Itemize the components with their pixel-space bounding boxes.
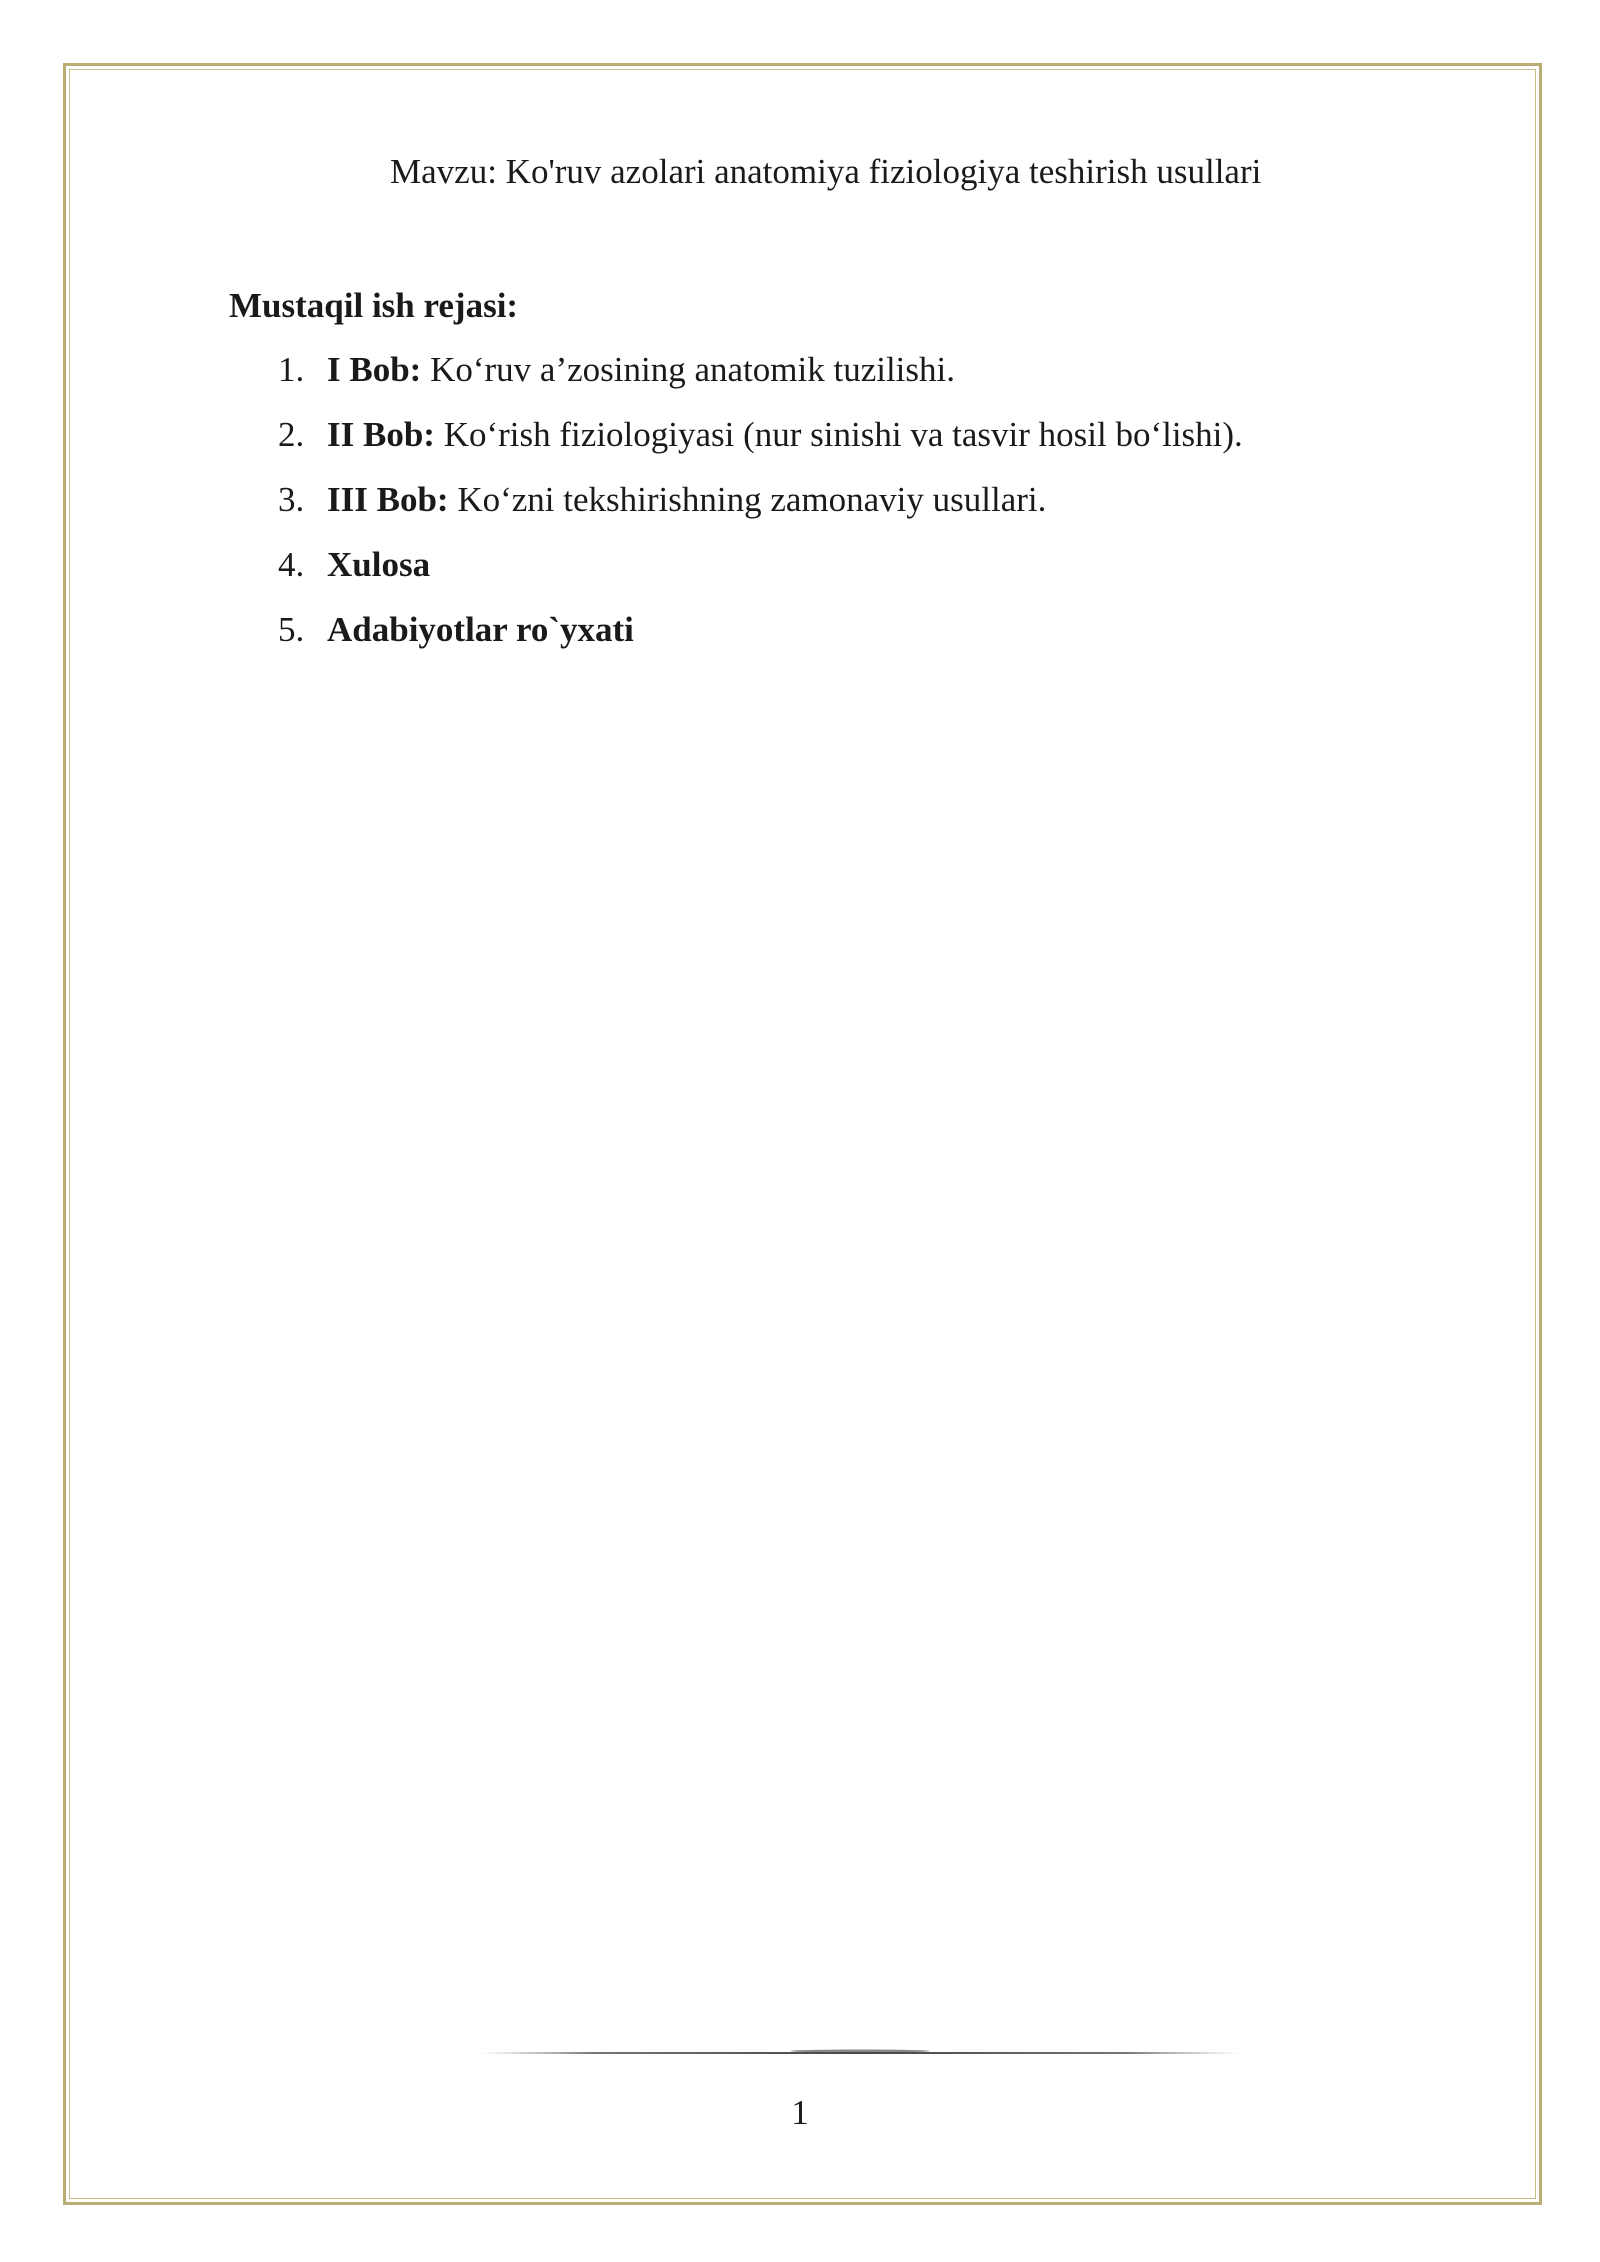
plan-heading: Mustaqil ish rejasi: xyxy=(229,286,519,325)
plan-item-content xyxy=(327,350,955,390)
plan-item-label: Xulosa xyxy=(327,545,431,584)
plan-item-text: Ko‘ruv a’zosining anatomik tuzilishi. xyxy=(421,350,955,389)
plan-item-number: 1. xyxy=(278,350,305,389)
topic-title: Mavzu: Ko'ruv azolari anatomiya fiziologiya teshirish usullari xyxy=(390,152,1262,191)
plan-item-content xyxy=(327,415,1243,455)
plan-item-content xyxy=(327,610,634,650)
plan-item-label: Adabiyotlar ro`yxati xyxy=(327,610,634,649)
plan-item-text: Ko‘rish fiziologiyasi (nur sinishi va tasvir hosil bo‘lishi). xyxy=(434,415,1243,454)
footer-divider xyxy=(480,2046,1240,2058)
plan-item-label: I Bob: xyxy=(327,350,422,389)
plan-item-content xyxy=(327,480,1046,520)
plan-item-number: 5. xyxy=(278,610,305,649)
plan-item-content xyxy=(327,545,430,585)
plan-item-number: 4. xyxy=(278,545,305,584)
plan-item-number: 2. xyxy=(278,415,305,454)
plan-item-number: 3. xyxy=(278,480,305,519)
plan-item-text: Ko‘zni tekshirishning zamonaviy usullari. xyxy=(448,480,1047,519)
page-number: 1 xyxy=(791,2093,809,2132)
plan-item-label: II Bob: xyxy=(327,415,435,454)
plan-item-label: III Bob: xyxy=(327,480,449,519)
